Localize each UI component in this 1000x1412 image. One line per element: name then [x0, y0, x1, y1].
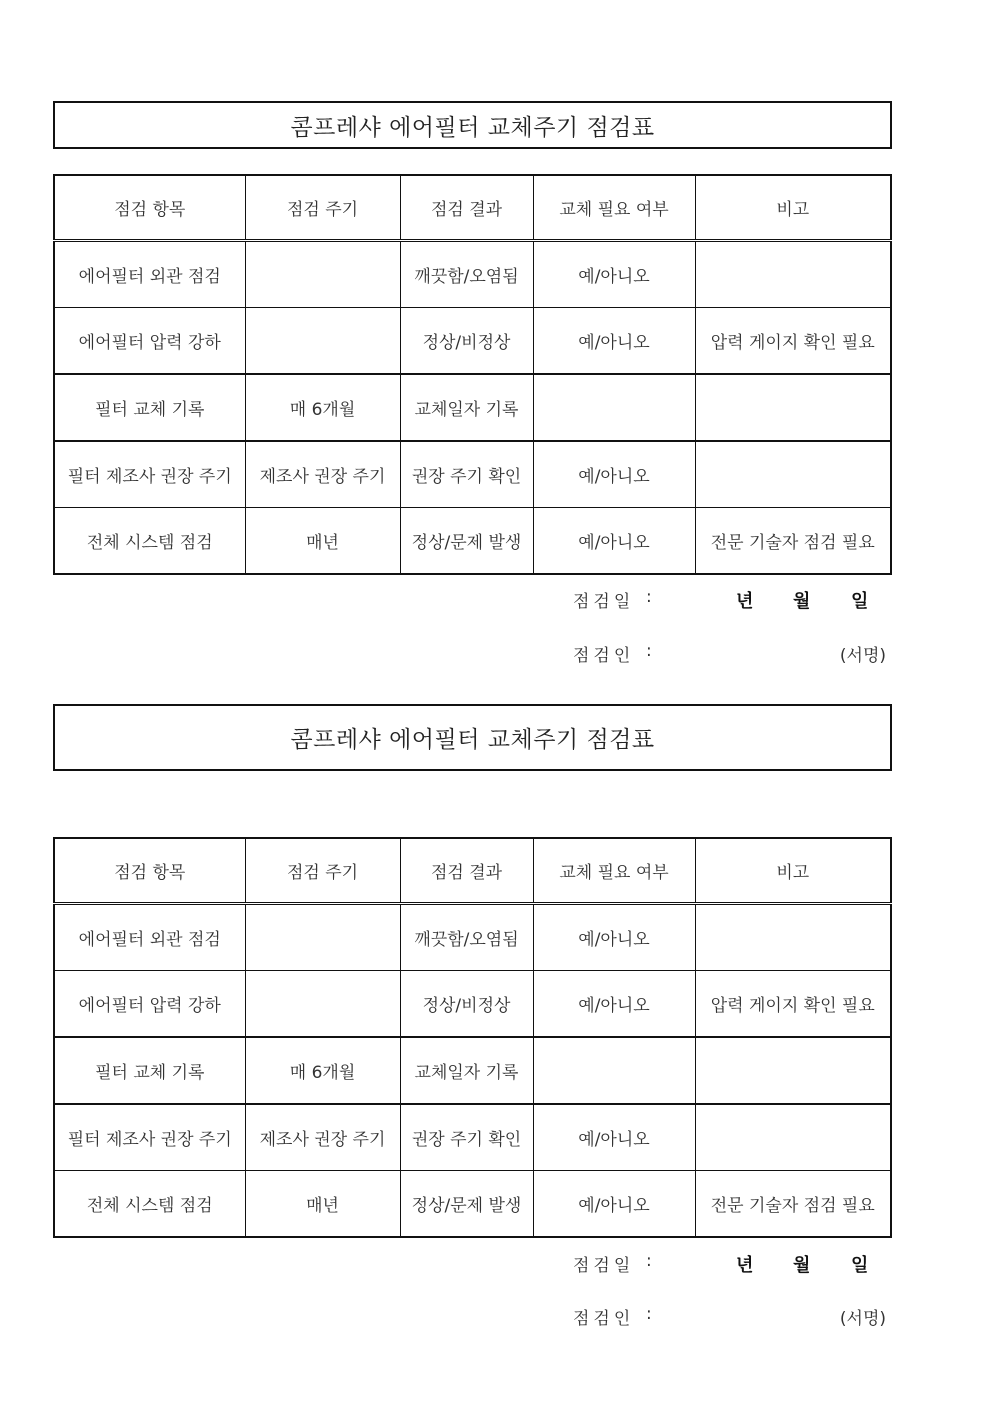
table-cell[interactable]: 에어필터 압력 강하 [54, 308, 245, 375]
date-month[interactable]: 월 [793, 1255, 811, 1276]
date-year[interactable]: 년 [736, 1255, 754, 1276]
table-header-row [54, 175, 891, 241]
header-cell: 교체 필요 여부 [533, 838, 695, 904]
table-cell[interactable] [695, 904, 891, 971]
table-cell[interactable]: 정상/비정상 [400, 308, 533, 375]
table-cell[interactable]: 예/아니오 [533, 508, 695, 575]
header-cell: 점검 결과 [400, 175, 533, 241]
header-cell: 점검 항목 [54, 175, 245, 241]
date-year[interactable]: 년 [736, 591, 754, 612]
table-cell[interactable] [695, 241, 891, 308]
table-cell[interactable]: 압력 게이지 확인 필요 [695, 308, 891, 375]
table-row [54, 308, 891, 375]
inspection-date-line [573, 1251, 886, 1275]
table-row [54, 508, 891, 575]
table-row [54, 1104, 891, 1171]
table-cell[interactable]: 정상/문제 발생 [400, 1171, 533, 1238]
table-cell[interactable]: 제조사 권장 주기 [245, 1104, 400, 1171]
table-cell[interactable]: 예/아니오 [533, 441, 695, 508]
table-cell[interactable] [245, 308, 400, 375]
table-cell[interactable]: 전문 기술자 점검 필요 [695, 1171, 891, 1238]
table-row [54, 374, 891, 441]
table-cell[interactable]: 예/아니오 [533, 241, 695, 308]
table-row [54, 904, 891, 971]
header-cell: 점검 항목 [54, 838, 245, 904]
table-cell[interactable]: 전체 시스템 점검 [54, 508, 245, 575]
table-cell[interactable]: 에어필터 압력 강하 [54, 971, 245, 1038]
colon: : [646, 587, 652, 607]
header-cell: 점검 결과 [400, 838, 533, 904]
table-cell[interactable] [245, 241, 400, 308]
table-row [54, 241, 891, 308]
table-cell[interactable]: 예/아니오 [533, 1104, 695, 1171]
table-cell[interactable]: 예/아니오 [533, 904, 695, 971]
table-cell[interactable]: 필터 교체 기록 [54, 374, 245, 441]
inspection-date-line [573, 587, 886, 611]
table-cell[interactable]: 필터 제조사 권장 주기 [54, 441, 245, 508]
colon: : [646, 641, 652, 661]
inspector-line [573, 641, 886, 665]
header-cell: 점검 주기 [245, 838, 400, 904]
table-cell[interactable]: 정상/문제 발생 [400, 508, 533, 575]
table-header-row [54, 838, 891, 904]
inspector-label: 점검인 [573, 646, 635, 666]
inspection-date-label: 점검일 [573, 592, 635, 612]
table-row [54, 1171, 891, 1238]
table-cell[interactable]: 매 6개월 [245, 374, 400, 441]
table-cell[interactable] [695, 1037, 891, 1104]
inspector-line [573, 1304, 886, 1328]
header-cell: 비고 [695, 175, 891, 241]
table-cell[interactable] [695, 1104, 891, 1171]
inspection-date-label: 점검일 [573, 1256, 635, 1276]
table-cell[interactable] [695, 441, 891, 508]
table-cell[interactable]: 깨끗함/오염됨 [400, 904, 533, 971]
colon: : [646, 1304, 652, 1324]
date-day[interactable]: 일 [851, 591, 869, 612]
table-cell[interactable] [695, 374, 891, 441]
table-cell[interactable]: 에어필터 외관 점검 [54, 241, 245, 308]
table-cell[interactable]: 필터 제조사 권장 주기 [54, 1104, 245, 1171]
table-cell[interactable]: 매년 [245, 508, 400, 575]
table-cell[interactable]: 깨끗함/오염됨 [400, 241, 533, 308]
date-month[interactable]: 월 [793, 591, 811, 612]
table-row [54, 441, 891, 508]
table-cell[interactable]: 권장 주기 확인 [400, 441, 533, 508]
table-cell[interactable]: 예/아니오 [533, 1171, 695, 1238]
inspection-table [53, 837, 892, 1238]
table-cell[interactable] [533, 374, 695, 441]
table-cell[interactable] [245, 904, 400, 971]
table-row [54, 1037, 891, 1104]
header-cell: 점검 주기 [245, 175, 400, 241]
inspector-label: 점검인 [573, 1309, 635, 1329]
date-day[interactable]: 일 [851, 1255, 869, 1276]
table-cell[interactable]: 전문 기술자 점검 필요 [695, 508, 891, 575]
table-cell[interactable]: 전체 시스템 점검 [54, 1171, 245, 1238]
header-cell: 교체 필요 여부 [533, 175, 695, 241]
table-cell[interactable]: 권장 주기 확인 [400, 1104, 533, 1171]
table-cell[interactable]: 교체일자 기록 [400, 1037, 533, 1104]
table-cell[interactable]: 정상/비정상 [400, 971, 533, 1038]
table-cell[interactable]: 압력 게이지 확인 필요 [695, 971, 891, 1038]
table-cell[interactable]: 에어필터 외관 점검 [54, 904, 245, 971]
table-cell[interactable]: 필터 교체 기록 [54, 1037, 245, 1104]
table-cell[interactable]: 예/아니오 [533, 971, 695, 1038]
form-title: 콤프레샤 에어필터 교체주기 점검표 [53, 101, 892, 149]
colon: : [646, 1251, 652, 1271]
signature-field[interactable]: (서명) [839, 646, 886, 666]
header-cell: 비고 [695, 838, 891, 904]
inspection-table [53, 174, 892, 575]
table-cell[interactable]: 제조사 권장 주기 [245, 441, 400, 508]
table-cell[interactable]: 교체일자 기록 [400, 374, 533, 441]
table-row [54, 971, 891, 1038]
form-title: 콤프레샤 에어필터 교체주기 점검표 [53, 704, 892, 771]
table-cell[interactable]: 매 6개월 [245, 1037, 400, 1104]
table-cell[interactable] [245, 971, 400, 1038]
table-cell[interactable]: 예/아니오 [533, 308, 695, 375]
table-cell[interactable] [533, 1037, 695, 1104]
signature-field[interactable]: (서명) [839, 1309, 886, 1329]
table-cell[interactable]: 매년 [245, 1171, 400, 1238]
